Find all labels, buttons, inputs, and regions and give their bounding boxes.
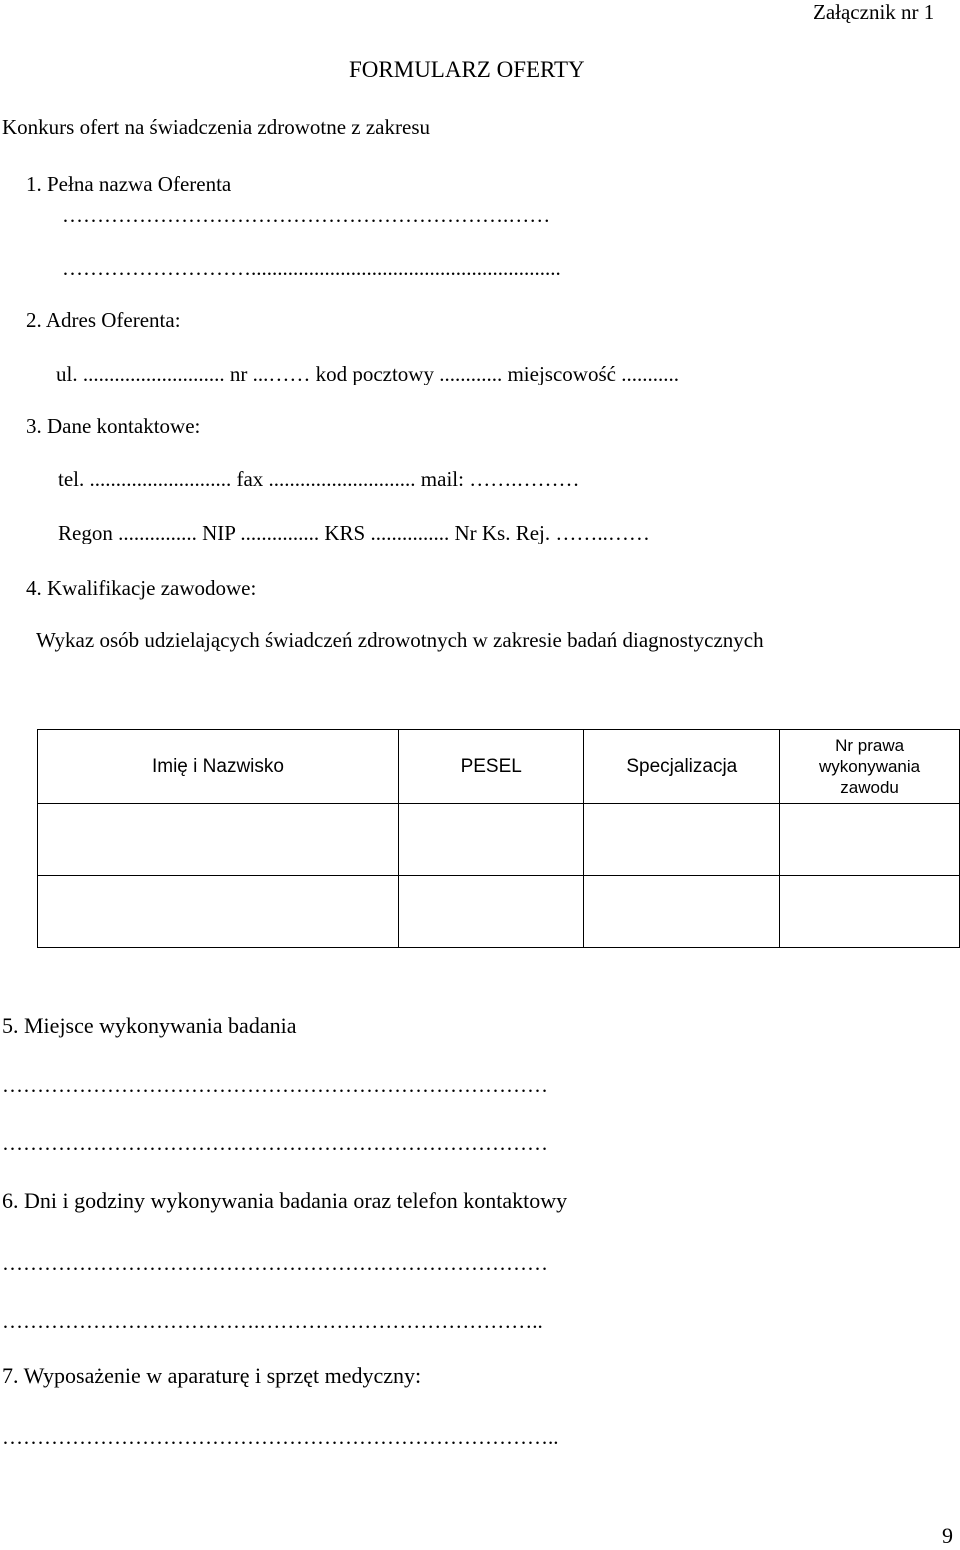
table-cell[interactable] <box>780 876 960 948</box>
address-line: ul. ........................... nr ...…… kod pocztowy ............ miejscowość ........... <box>56 364 679 385</box>
table-cell[interactable] <box>38 804 399 876</box>
section-6-fill-line-1: …………………………………………………………………… <box>2 1253 548 1274</box>
section-6-fill-line-2: ……………………………….………………………………….. <box>2 1311 543 1332</box>
table-row <box>38 876 960 948</box>
table-cell[interactable] <box>398 876 584 948</box>
section-1-fill-line-1: ……………………………………………………….…… <box>62 205 551 226</box>
qualifications-table <box>37 729 960 948</box>
table-cell[interactable] <box>38 876 399 948</box>
header-name: Imię i Nazwisko <box>38 730 399 804</box>
table-cell[interactable] <box>398 804 584 876</box>
section-6-label: 6. Dni i godziny wykonywania badania oraz telefon kontaktowy <box>2 1188 568 1213</box>
header-specialization: Specjalizacja <box>584 730 780 804</box>
section-5-fill-line-1: …………………………………………………………………… <box>2 1075 548 1096</box>
section-2-label: 2. Adres Oferenta: <box>26 308 181 332</box>
registry-ids-line: Regon ............... NIP ............... KRS ............... Nr Ks. Rej. ……..…… <box>58 523 650 544</box>
section-4-label: 4. Kwalifikacje zawodowe: <box>26 576 257 600</box>
section-1-fill-line-2: ………………………........................................................... <box>62 258 561 279</box>
section-7-label: 7. Wyposażenie w aparaturę i sprzęt medyczny: <box>2 1363 422 1388</box>
section-5-label: 5. Miejsce wykonywania badania <box>2 1013 297 1038</box>
section-3-label: 3. Dane kontaktowe: <box>26 414 201 438</box>
section-1-label: 1. Pełna nazwa Oferenta <box>26 172 232 196</box>
page-number: 9 <box>942 1523 953 1548</box>
table-row <box>38 804 960 876</box>
section-5-fill-line-2: …………………………………………………………………… <box>2 1133 548 1154</box>
table-header-row <box>38 730 960 804</box>
annex-label: Załącznik nr 1 <box>813 0 935 24</box>
contact-line: tel. ........................... fax ............................ mail: …….……… <box>58 469 580 490</box>
form-subtitle: Konkurs ofert na świadczenia zdrowotne z zakresu <box>2 115 430 139</box>
page-title: FORMULARZ OFERTY <box>349 57 585 82</box>
section-7-fill-line-1: …………………………………………………………………….. <box>2 1427 559 1448</box>
header-license-number: Nr prawa wykonywania zawodu <box>780 730 960 804</box>
table-cell[interactable] <box>780 804 960 876</box>
qualifications-description: Wykaz osób udzielających świadczeń zdrowotnych w zakresie badań diagnostycznych <box>36 628 764 652</box>
table-cell[interactable] <box>584 876 780 948</box>
header-pesel: PESEL <box>398 730 584 804</box>
table-cell[interactable] <box>584 804 780 876</box>
